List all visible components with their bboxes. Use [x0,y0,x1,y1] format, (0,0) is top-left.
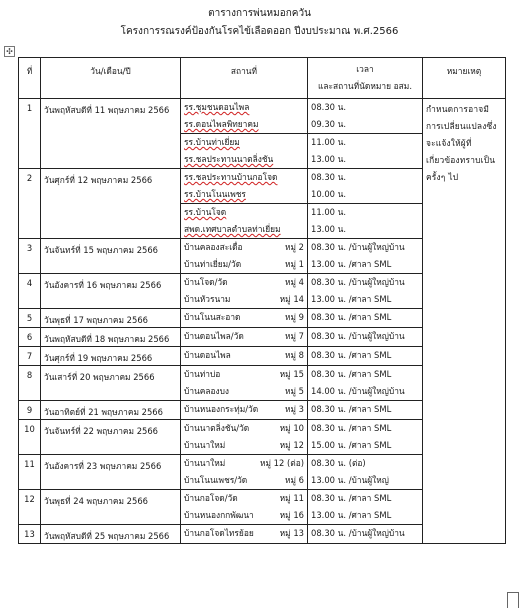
village-number: หมู่ 12 [279,440,304,450]
place-name: รร.ชุมชนดอนไพล [184,102,250,112]
row-date: วันจันทร์ที่ 22 พฤษภาคม 2566 [41,420,181,455]
row-number: 2 [19,169,41,239]
village-number: หมู่ 6 [284,475,304,485]
village-number: หมู่ 12 (ต่อ) [259,458,304,468]
row-number: 11 [19,455,41,490]
row-places [181,455,308,490]
time-line: 13.00 น. [311,224,347,234]
time-line: 08.30 น. [311,172,347,182]
village-number: หมู่ 15 [279,369,304,379]
village-number: หมู่ 3 [284,404,304,414]
place-name: บ้านนาใหม่ [184,440,226,450]
row-date: วันอังคารที่ 16 พฤษภาคม 2566 [41,274,181,309]
time-line: 08.30 น. /ศาลา SML [311,404,392,414]
time-line: 13.00 น. [311,154,347,164]
time-line: 15.00 น. /ศาลา SML [311,440,392,450]
row-times [308,99,423,134]
row-date: วันอังคารที่ 23 พฤษภาคม 2566 [41,455,181,490]
place-name: บ้านดอนไพล [184,350,231,360]
row-places [181,239,308,274]
row-times [308,490,423,525]
row-places [181,328,308,347]
place-name: รร.ดอนไพลพิทยาคม [184,119,259,129]
time-line: 09.30 น. [311,119,347,129]
time-line: 08.30 น. [311,102,347,112]
row-number: 12 [19,490,41,525]
row-places [181,169,308,204]
row-date: วันจันทร์ที่ 15 พฤษภาคม 2566 [41,239,181,274]
time-line: 13.00 น. /ศาลา SML [311,510,392,520]
place-line [184,99,304,116]
row-times [308,328,423,347]
time-line: 08.30 น. (ต่อ) [311,458,366,468]
document-title: ตารางการพ่นหมอกควัน [208,8,311,19]
place-name: บ้านโนนเพชร/วัด [184,475,248,485]
place-line [184,455,304,472]
row-date: วันเสาร์ที่ 20 พฤษภาคม 2566 [41,366,181,401]
place-name: รร.ชลประทานบ้านกอโจด [184,172,278,182]
header-no: ที่ [19,58,41,99]
row-times [308,134,423,169]
time-line: 13.00 น. /ศาลา SML [311,259,392,269]
place-name: บ้านหัวรนาม [184,294,231,304]
row-number: 1 [19,99,41,169]
row-times [308,401,423,420]
place-name: บ้านนาใหม่ [184,458,226,468]
village-number: หมู่ 13 [279,528,304,538]
row-times [308,309,423,328]
row-times [308,239,423,274]
village-number: หมู่ 5 [284,386,304,396]
row-times [308,366,423,401]
row-number: 5 [19,309,41,328]
time-line: 08.30 น. /บ้านผู้ใหญ่บ้าน [311,528,405,538]
place-name: บ้านท่าเยี่ยม/วัด [184,259,242,269]
header-time-line2: และสถานที่นัดหมาย อสม. [318,81,412,91]
time-line: 08.30 น. /บ้านผู้ใหญ่บ้าน [311,331,405,341]
row-places [181,274,308,309]
time-line: 08.30 น. /ศาลา SML [311,423,392,433]
row-places [181,204,308,239]
table-header-row [19,58,506,99]
place-line [184,401,304,418]
row-places [181,366,308,401]
time-line: 08.30 น. /ศาลา SML [311,493,392,503]
header-time [308,58,423,99]
row-number: 3 [19,239,41,274]
row-times [308,204,423,239]
village-number: หมู่ 7 [284,331,304,341]
document-subtitle: โครงการรณรงค์ป้องกันโรคไข้เลือดออก ปีงบประมาณ พ.ศ.2566 [120,26,399,37]
place-name: บ้านกอโจด/วัด [184,493,238,503]
row-date: วันพฤหัสบดีที่ 25 พฤษภาคม 2566 [41,525,181,544]
row-places [181,99,308,134]
row-places [181,525,308,544]
village-number: หมู่ 2 [284,242,304,252]
time-line: 13.00 น. /บ้านผู้ใหญ่ [311,475,389,485]
place-line [184,507,304,524]
header-place: สถานที่ [181,58,308,99]
time-line: 13.00 น. /ศาลา SML [311,294,392,304]
village-number: หมู่ 8 [284,350,304,360]
row-number: 8 [19,366,41,401]
place-name: บ้านหนองกกพัฒนา [184,510,254,520]
place-line [184,525,304,542]
row-times [308,420,423,455]
village-number: หมู่ 4 [284,277,304,287]
place-name: บ้านคลองสะเดื่อ [184,242,243,252]
row-places [181,309,308,328]
place-line [184,134,304,151]
table-body [19,99,506,544]
time-line: 08.30 น. /บ้านผู้ใหญ่บ้าน [311,277,405,287]
time-line: 14.00 น. /บ้านผู้ใหญ่บ้าน [311,386,405,396]
village-number: หมู่ 9 [284,312,304,322]
time-line: 08.30 น. /บ้านผู้ใหญ่บ้าน [311,242,405,252]
place-line [184,186,304,203]
row-date: วันพุธที่ 24 พฤษภาคม 2566 [41,490,181,525]
time-line: 08.30 น. /ศาลา SML [311,350,392,360]
time-line: 11.00 น. [311,137,347,147]
place-line [184,366,304,383]
place-line [184,437,304,454]
village-number: หมู่ 16 [279,510,304,520]
place-line [184,383,304,400]
village-number: หมู่ 10 [279,423,304,433]
row-places [181,401,308,420]
place-line [184,204,304,221]
place-line [184,472,304,489]
place-line [184,239,304,256]
row-note: กำหนดการอาจมีการเปลี่ยนแปลงซึ่งจะแจ้งให้ผู้ที่เกี่ยวข้องทราบเป็นครั้งๆ ไป [423,99,506,544]
place-line [184,169,304,186]
row-date: วันพุธที่ 17 พฤษภาคม 2566 [41,309,181,328]
table-row [19,99,506,134]
place-line [184,256,304,273]
row-number: 9 [19,401,41,420]
village-number: หมู่ 1 [284,259,304,269]
place-line [184,151,304,168]
row-number: 7 [19,347,41,366]
row-times [308,274,423,309]
header-date: วัน/เดือน/ปี [41,58,181,99]
place-name: สพด.เทศบาลตำบลท่าเยี่ยม [184,224,281,234]
place-name: บ้านดอนไพล/วัด [184,331,244,341]
row-date: วันอาทิตย์ที่ 21 พฤษภาคม 2566 [41,401,181,420]
row-date: วันพฤหัสบดีที่ 18 พฤษภาคม 2566 [41,328,181,347]
place-line [184,309,304,326]
place-line [184,420,304,437]
header-time-line1: เวลา [356,64,374,74]
time-line: 11.00 น. [311,207,347,217]
place-line [184,490,304,507]
row-places [181,420,308,455]
place-name: รร.ชลประทานนาตลิ่งชัน [184,154,274,164]
place-name: รร.บ้านท่าเยี่ยม [184,137,240,147]
schedule-table [18,57,506,544]
village-number: หมู่ 11 [279,493,304,503]
row-times [308,169,423,204]
place-line [184,221,304,238]
time-line: 08.30 น. /ศาลา SML [311,369,392,379]
place-name: บ้านกอโจดไทรย้อย [184,528,254,538]
place-name: บ้านหนองกระทุ่ม/วัด [184,404,259,414]
place-name: บ้านโนนสะอาด [184,312,241,322]
row-places [181,490,308,525]
row-times [308,455,423,490]
row-number: 4 [19,274,41,309]
row-times [308,347,423,366]
row-number: 13 [19,525,41,544]
row-date: วันศุกร์ที่ 12 พฤษภาคม 2566 [41,169,181,239]
place-line [184,274,304,291]
place-name: บ้านคลองบง [184,386,230,396]
village-number: หมู่ 14 [279,294,304,304]
place-name: บ้านท่าบ่อ [184,369,221,379]
place-line [184,347,304,364]
place-line [184,116,304,133]
row-number: 10 [19,420,41,455]
header-note: หมายเหตุ [423,58,506,99]
place-line [184,328,304,345]
place-line [184,291,304,308]
row-date: วันพฤหัสบดีที่ 11 พฤษภาคม 2566 [41,99,181,169]
row-times [308,525,423,544]
place-name: รร.บ้านโนนเพชร [184,189,246,199]
place-name: รร.บ้านโจด [184,207,227,217]
row-date: วันศุกร์ที่ 19 พฤษภาคม 2566 [41,347,181,366]
row-number: 6 [19,328,41,347]
row-places [181,347,308,366]
time-line: 10.00 น. [311,189,347,199]
place-name: บ้านนาตลิ่งชัน/วัด [184,423,250,433]
time-line: 08.30 น. /ศาลา SML [311,312,392,322]
place-name: บ้านโจด/วัด [184,277,228,287]
row-places [181,134,308,169]
scrollbar-stub[interactable] [507,592,519,608]
table-move-handle-icon[interactable]: ✣ [4,46,15,57]
